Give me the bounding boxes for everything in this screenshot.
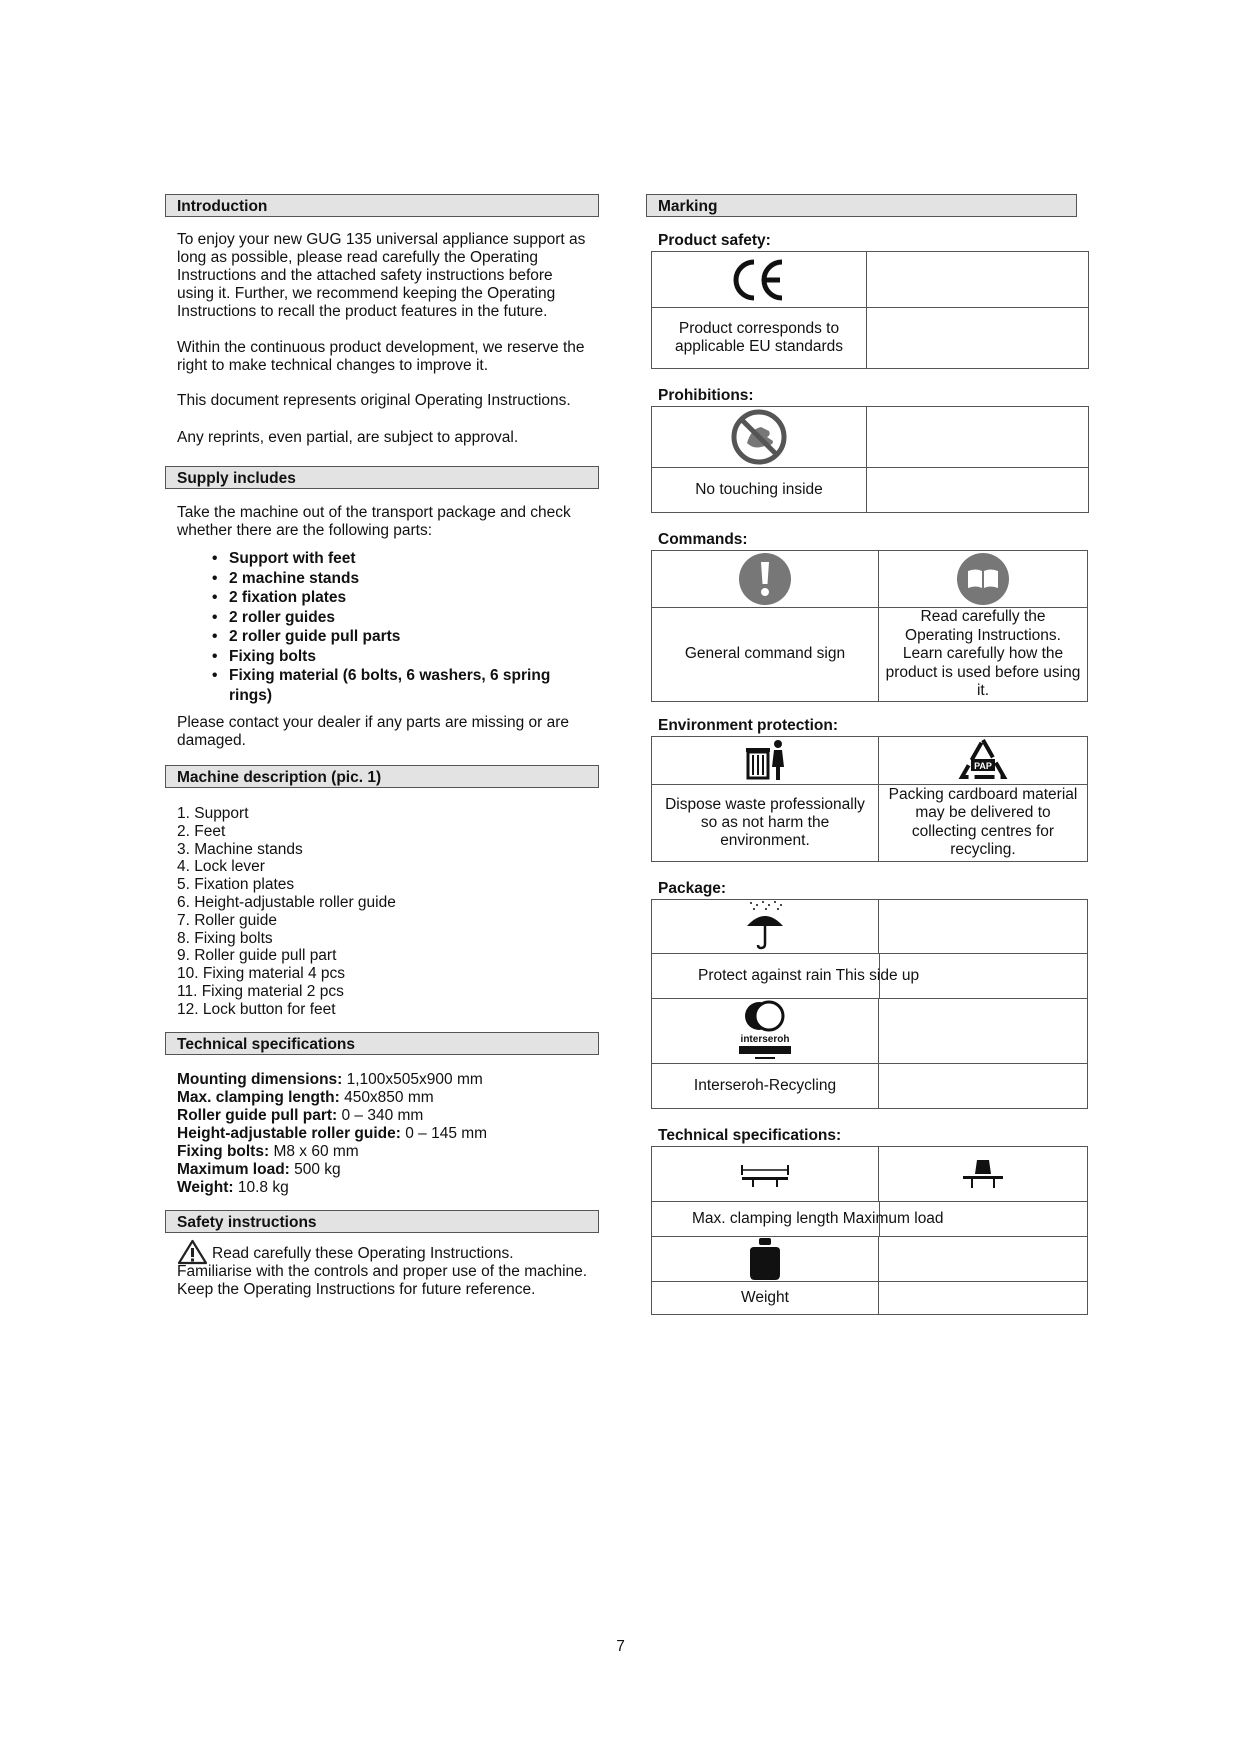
max-load-icon: [960, 1156, 1006, 1192]
empty-cell: [879, 1063, 1088, 1108]
warning-icon: [177, 1239, 208, 1265]
empty-cell: [879, 899, 1088, 953]
interseroh-logo-icon: [735, 1000, 795, 1062]
prohibitions-title: Prohibitions:: [658, 387, 754, 404]
list-item: 5. Fixation plates: [177, 876, 295, 894]
spec-row: Fixing bolts: M8 x 60 mm: [177, 1142, 359, 1160]
description-list: [165, 805, 599, 1019]
package-title: Package:: [658, 879, 727, 897]
rain-cell: [652, 899, 879, 953]
ce-mark-icon: [732, 258, 786, 302]
spec-row: Max. clamping length: 450x850 mm: [177, 1088, 434, 1106]
list-item: • Support with feet: [212, 549, 599, 569]
product-safety-table: [651, 251, 1089, 369]
list-item: • Fixing material (6 bolts, 6 washers, 6 spring rings): [212, 666, 559, 705]
clamping-cell: [652, 1146, 879, 1201]
description-heading: Machine description (pic. 1): [165, 765, 599, 788]
read-manual-cell: [879, 551, 1088, 608]
spec-row: Mounting dimensions: 1,100x505x900 mm: [177, 1070, 483, 1088]
weight-cell: [652, 1236, 879, 1281]
supply-outro: Please contact your dealer if any parts are missing or are damaged.: [177, 714, 569, 749]
waste-bin-icon: [742, 737, 788, 783]
commands-title: Commands:: [658, 531, 748, 548]
list-item: 2. Feet: [177, 822, 226, 840]
waste-desc: Dispose waste professionally so as not harm the environment.: [652, 784, 879, 861]
supply-list: [165, 549, 599, 705]
empty-cell: [867, 308, 1089, 369]
intro-paragraph-4: Any reprints, even partial, are subject to approval.: [177, 429, 519, 446]
empty-cell: [879, 1236, 1088, 1281]
svg-text:interseroh: interseroh: [740, 1033, 790, 1045]
techspec-desc: Max. clamping length Maximum load: [692, 1209, 944, 1227]
umbrella-icon: [743, 900, 787, 952]
waste-cell: [652, 736, 879, 784]
safety-text: Read carefully these Operating Instructions. Familiarise with the controls and proper use of the machine. Keep the Operating Instructions for future reference.: [177, 1245, 592, 1299]
list-item: • 2 roller guide pull parts: [212, 627, 599, 647]
list-item: • Fixing bolts: [212, 647, 599, 667]
list-item: 1. Support: [177, 805, 249, 822]
list-item: • 2 roller guides: [212, 608, 599, 628]
no-touch-desc: No touching inside: [652, 468, 867, 513]
environment-table: [651, 736, 1088, 862]
introduction-heading: Introduction: [165, 194, 599, 217]
list-item: 12. Lock button for feet: [177, 1000, 336, 1018]
exclamation-icon: [738, 552, 792, 606]
intro-paragraph-3: This document represents original Operating Instructions.: [177, 392, 571, 409]
general-command-cell: [652, 551, 879, 608]
rain-desc: Protect against rain This side up: [698, 966, 920, 984]
spec-row: Weight: 10.8 kg: [177, 1178, 289, 1196]
read-manual-desc: Read carefully the Operating Instructions. Learn carefully how the product is used before using it.: [879, 608, 1088, 702]
empty-cell: [879, 1281, 1088, 1314]
weight-icon: [748, 1237, 782, 1281]
environment-title: Environment protection:: [658, 716, 838, 734]
left-column: [165, 194, 599, 1299]
list-item: 4. Lock lever: [177, 858, 265, 876]
product-safety-title: Product safety:: [658, 232, 771, 249]
list-item: 6. Height-adjustable roller guide: [177, 893, 396, 911]
ce-cell: [652, 252, 867, 308]
spec-row: Height-adjustable roller guide: 0 – 145 mm: [177, 1124, 488, 1142]
techspec-title: Technical specifications:: [658, 1126, 842, 1144]
marking-heading: Marking: [646, 194, 1077, 217]
list-item: 7. Roller guide: [177, 911, 277, 929]
empty-cell: [867, 252, 1089, 308]
pap-cell: [879, 736, 1088, 784]
page-number: 7: [616, 1638, 625, 1655]
supply-heading: Supply includes: [165, 466, 599, 489]
interseroh-desc: Interseroh-Recycling: [652, 1063, 879, 1108]
safety-heading: Safety instructions: [165, 1210, 599, 1233]
techspec-heading: Technical specifications: [165, 1032, 599, 1055]
intro-paragraph-2: Within the continuous product development, we reserve the right to make technical changes to improve it.: [177, 339, 585, 374]
supply-intro: Take the machine out of the transport package and check whether there are the following parts:: [177, 504, 571, 539]
rain-desc-row: [652, 953, 1088, 998]
pap-desc: Packing cardboard material may be delivered to collecting centres for recycling.: [879, 784, 1088, 861]
no-touch-cell: [652, 407, 867, 468]
no-touching-icon: [731, 409, 787, 465]
empty-cell: [879, 998, 1088, 1063]
list-item: 9. Roller guide pull part: [177, 947, 337, 965]
clamping-length-icon: [739, 1159, 791, 1189]
list-item: • 2 fixation plates: [212, 588, 599, 608]
interseroh-cell: [652, 998, 879, 1063]
techspec-list: [177, 1071, 599, 1197]
commands-table: [651, 550, 1088, 702]
max-load-cell: [879, 1146, 1088, 1201]
techspec-table: [651, 1146, 1088, 1315]
clamping-desc-row: [652, 1201, 1088, 1236]
intro-paragraph-1: To enjoy your new GUG 135 universal appliance support as long as possible, please read carefully the Operating Instructions and the attached safety instructions before using it. Further, we recommend keeping the Operating Instructions to recall the product features in the future.: [177, 231, 586, 320]
spec-row: Maximum load: 500 kg: [177, 1160, 341, 1178]
empty-cell: [867, 468, 1089, 513]
general-command-desc: General command sign: [652, 608, 879, 702]
package-table: [651, 899, 1088, 1109]
right-column: [646, 194, 1094, 1315]
list-item: 3. Machine stands: [177, 840, 303, 858]
empty-cell: [867, 407, 1089, 468]
list-item: 11. Fixing material 2 pcs: [177, 982, 344, 1000]
svg-text:PAP: PAP: [974, 761, 992, 771]
list-item: • 2 machine stands: [212, 569, 599, 589]
list-item: 10. Fixing material 4 pcs: [177, 965, 345, 983]
spec-row: Roller guide pull part: 0 – 340 mm: [177, 1106, 424, 1124]
product-safety-desc: Product corresponds to applicable EU standards: [652, 308, 867, 369]
prohibitions-table: [651, 406, 1089, 513]
book-icon: [956, 552, 1010, 606]
recycle-pap-icon: [958, 737, 1008, 783]
list-item: 8. Fixing bolts: [177, 929, 273, 947]
weight-desc: Weight: [652, 1281, 879, 1314]
